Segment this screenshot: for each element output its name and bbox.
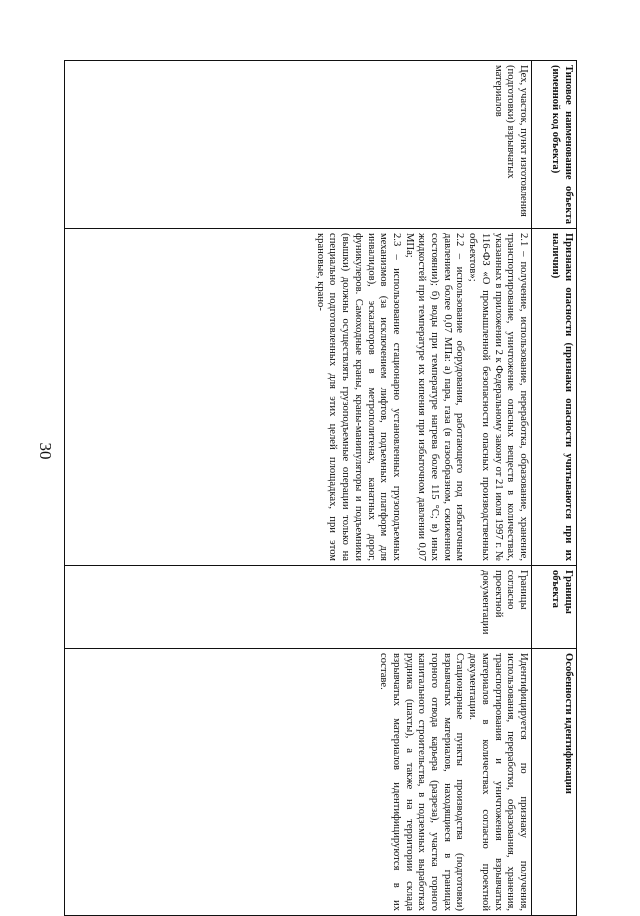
- header-boundaries: Границы объекта: [532, 566, 577, 649]
- boundaries-text: Границы согласно проектной документации: [479, 570, 529, 635]
- hazard-objects-table: [64, 60, 577, 916]
- header-object-name: Типовое наименование объекта (именной код объекта): [532, 61, 577, 229]
- identification-text-2: Стационарные пункты производства (подготовки) взрывчатых материалов, находящиеся в границах горного отвода карьера (разреза), участка горного капитального строительства, в подземных выработках рудника (шахты), а также на территории склада взрывчатых материалов идентифицируются в их составе.: [378, 653, 466, 911]
- header-identification: Особенности идентификации: [532, 649, 577, 916]
- identification-text-1: Идентифицируется по признаку получения, использования, переработки, образования, хранения, транспортирования и уничтожения взрывчатых материалов в количествах согласно проектной документации.: [467, 653, 529, 911]
- table-header-row: [532, 61, 577, 916]
- header-hazard-signs: Признаки опасности (признаки опасности учитываются при их наличии): [532, 229, 577, 566]
- table-row: [65, 61, 532, 916]
- hazard-sign-2-1: 2.1 – получение, использование, переработка, образование, хранение, транспортирование, уничтожение опасных веществ в количествах, указанных в приложении 2 к Федеральному закону от 21 июля 1997 г. № 116-ФЗ «О промышленной безопасности опасных производственных объектов»;: [467, 233, 529, 561]
- hazard-sign-2-3: 2.3 – использование стационарно установленных грузоподъемных механизмов (за исключением лифтов, подъемных платформ для инвалидов), эскалаторов в метрополитенах, канатных дорог, фуникулеров. Самоходные краны, краны-манипуляторы и подъемники (вышки) должны осуществлять грузоподъемные операции только на специально подготовленных для этих целей площадках, при этом крановые, крано-: [314, 233, 402, 561]
- page-number: 30: [36, 442, 55, 460]
- hazard-sign-2-2: 2.2 – использование оборудования, работающего под избыточным давлением более 0,07 МПа: а) пара, газа (в газообразном, сжиженном состоянии); б) воды при температуре нагрева более 115 °С; в) иных жидкостей при температуре их кипения при избыточном давлении 0,07 МПа;: [403, 233, 466, 561]
- cell-boundaries: [65, 566, 532, 649]
- cell-hazard-signs: [65, 229, 532, 566]
- cell-identification: [65, 649, 532, 916]
- object-name-text: Цех, участок, пункт изготовления (подготовки) взрывчатых материалов: [492, 65, 529, 217]
- cell-object-name: [65, 61, 532, 229]
- rotated-page-content: [67, 60, 577, 915]
